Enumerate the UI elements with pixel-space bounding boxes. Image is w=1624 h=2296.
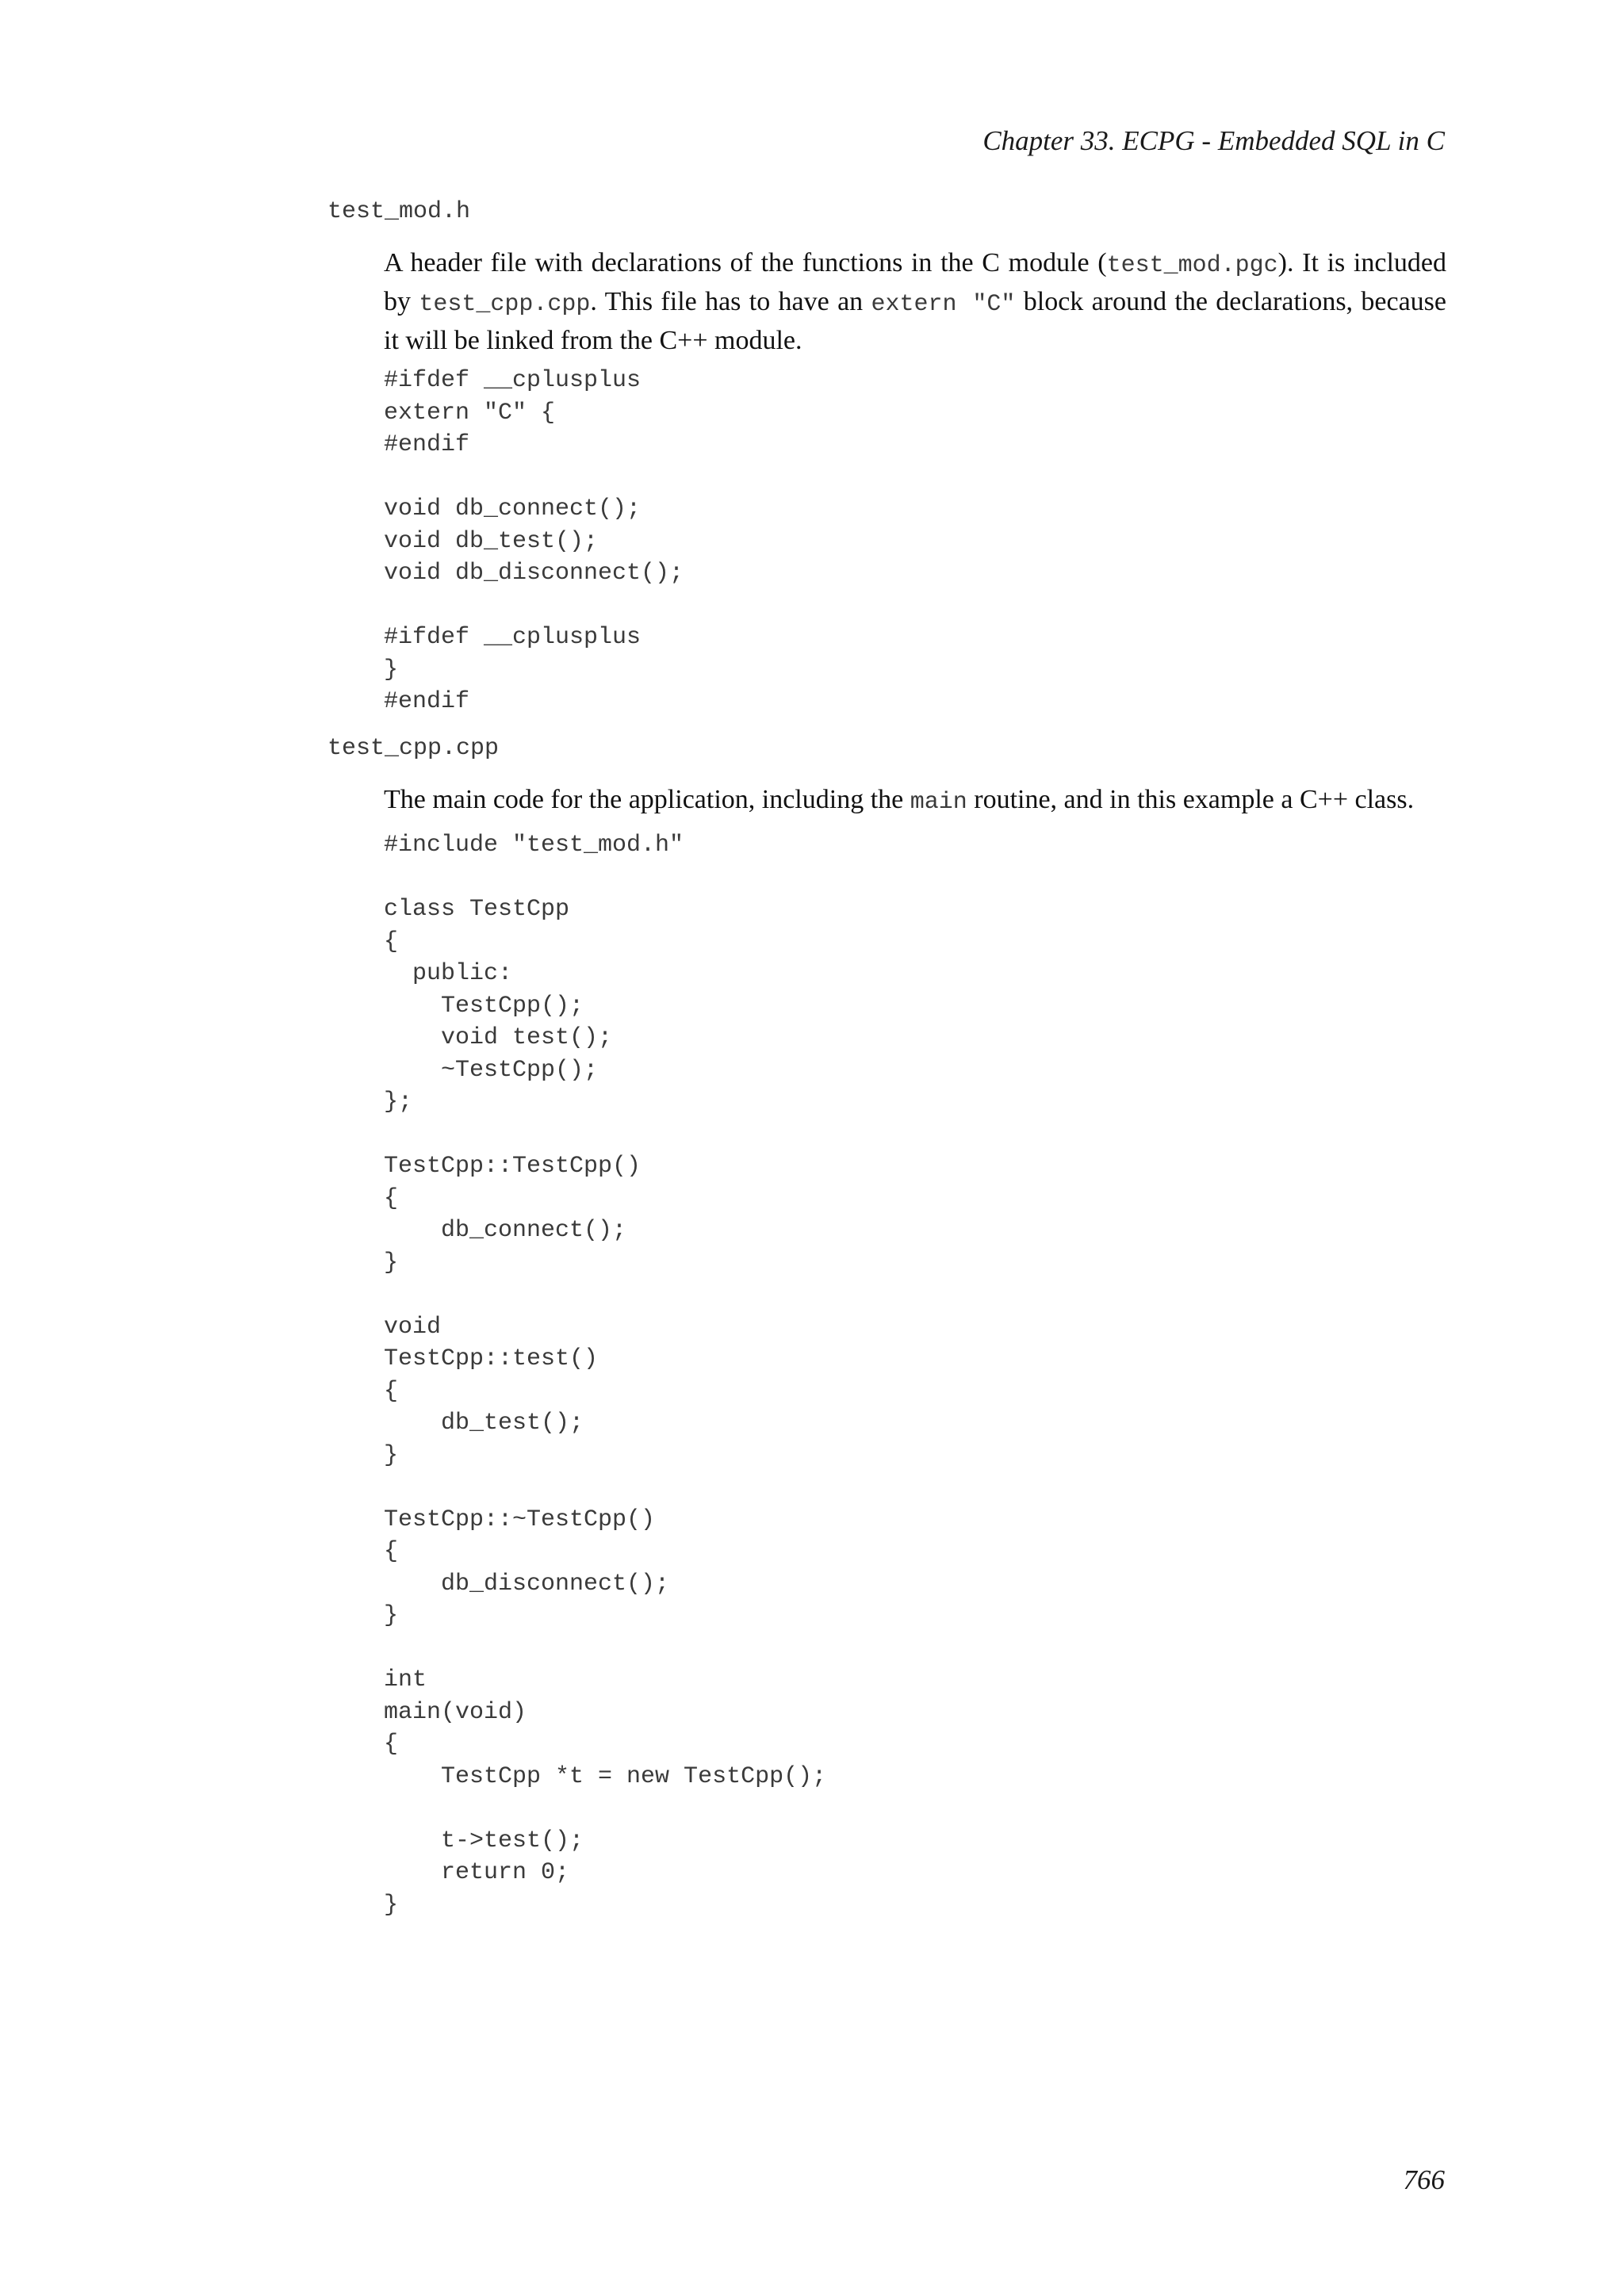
- desc-text: block around the declarations, because it will be linked from the C++ module.: [384, 287, 1447, 355]
- inline-code: main: [910, 789, 967, 816]
- term-test-mod-h: test_mod.h: [327, 198, 471, 225]
- code-block-test-cpp-cpp: #include "test_mod.h" class TestCpp { public: TestCpp(); void test(); ~TestCpp(); }; TestCpp::TestCpp() { db_connect(); } void TestCpp::test() { db_test(); } TestCpp::~TestCpp() { db_disconnect(); } int main(void) { TestCpp *t = new TestCpp(); t->test(); return 0; }: [384, 832, 827, 1919]
- inline-code: extern "C": [871, 291, 1016, 318]
- description-test-mod-h: [384, 245, 1446, 358]
- code-block-test-mod-h: #ifdef __cplusplus extern "C" { #endif void db_connect(); void db_test(); void db_disconnect(); #ifdef __cplusplus } #endif: [384, 367, 684, 715]
- desc-text: ). It is included by: [384, 248, 1446, 316]
- desc-text: The main code for the application, including the: [384, 785, 910, 814]
- page-number: 766: [1403, 2164, 1445, 2195]
- inline-code: test_mod.pgc: [1106, 252, 1278, 279]
- desc-text: A header file with declarations of the functions in the C module (: [384, 248, 1107, 277]
- running-header: Chapter 33. ECPG - Embedded SQL in C: [982, 125, 1445, 156]
- description-test-cpp-cpp: [384, 782, 1446, 821]
- desc-text: . This file has to have an: [590, 287, 871, 316]
- term-test-cpp-cpp: test_cpp.cpp: [327, 735, 500, 762]
- desc-text: routine, and in this example a C++ class.: [967, 785, 1415, 814]
- inline-code: test_cpp.cpp: [419, 291, 591, 318]
